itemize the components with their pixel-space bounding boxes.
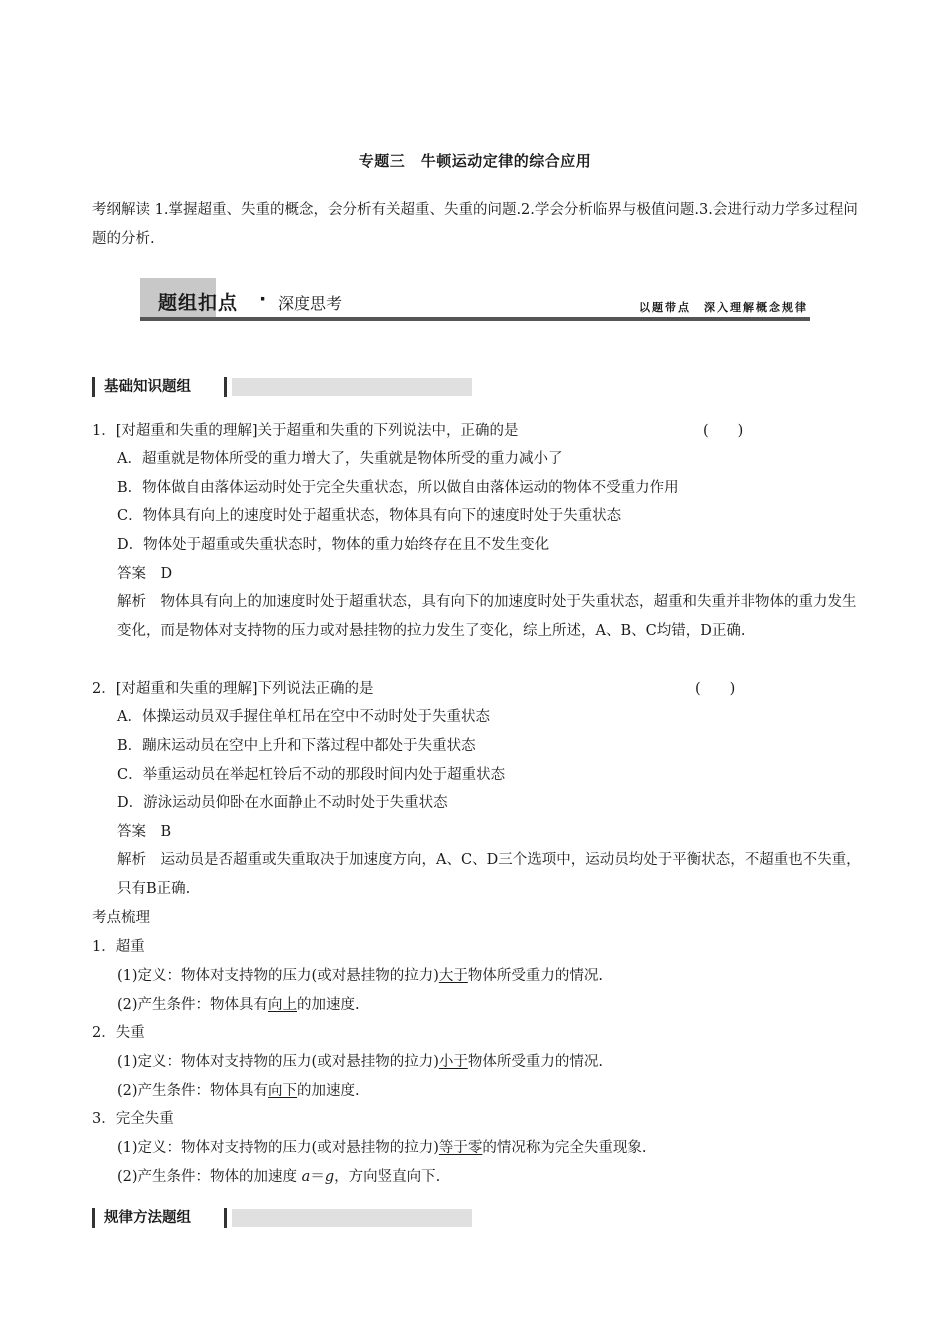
point1-cond-pre: (2)产生条件：物体具有 (117, 997, 269, 1013)
banner-main-label: 题组扣点 (158, 292, 239, 314)
point3-title: 3．完全失重 (92, 1111, 174, 1127)
page-title: 专题三 牛顿运动定律的综合应用 (358, 152, 592, 170)
point3-definition (117, 1138, 646, 1158)
section-label: 基础知识题组 (104, 379, 191, 395)
point3-cond-g: g (324, 1169, 335, 1185)
point1-condition (117, 995, 360, 1015)
section-bar-left (92, 1208, 95, 1228)
q2-stem: 2．[对超重和失重的理解]下列说法正确的是 (92, 681, 374, 697)
q1-analysis: 解析 物体具有向上的加速度时处于超重状态，具有向下的加速度时处于失重状态，超重和失重并非物体的重力发生变化，而是物体对支持物的压力或对悬挂物的拉力发生了变化，综上所述，A、B、C均错，D正确. (117, 594, 857, 639)
q1-option-b: B．物体做自由落体运动时处于完全失重状态，所以做自由落体运动的物体不受重力作用 (117, 480, 679, 496)
q2-option-a: A．体操运动员双手握住单杠吊在空中不动时处于失重状态 (117, 709, 490, 725)
q1-answer: 答案 D (117, 566, 173, 582)
q2-option-b: B．蹦床运动员在空中上升和下落过程中都处于失重状态 (117, 738, 476, 754)
point2-def-pre: (1)定义：物体对支持物的压力(或对悬挂物的拉力) (117, 1054, 439, 1070)
q2-analysis: 解析 运动员是否超重或失重取决于加速度方向，A、C、D三个选项中，运动员均处于平衡状态，不超重也不失重，只有B正确. (117, 852, 861, 897)
q2-answer-paren: ( ) (695, 681, 736, 697)
section-label: 规律方法题组 (104, 1210, 191, 1226)
q2-answer: 答案 B (117, 824, 172, 840)
point3-cond-a: a (301, 1169, 311, 1185)
banner-rule (140, 317, 810, 321)
q1-stem: 1．[对超重和失重的理解]关于超重和失重的下列说法中，正确的是 (92, 423, 519, 439)
point1-def-pre: (1)定义：物体对支持物的压力(或对悬挂物的拉力) (117, 968, 439, 984)
point3-cond-post: ，方向竖直向下. (334, 1169, 441, 1185)
section-bar-left (92, 377, 95, 397)
point1-cond-key: 向上 (268, 997, 298, 1013)
point3-def-pre: (1)定义：物体对支持物的压力(或对悬挂物的拉力) (117, 1140, 439, 1156)
point2-def-post: 物体所受重力的情况. (467, 1054, 603, 1070)
section-bar-right (224, 377, 227, 397)
point3-def-key: 等于零 (438, 1140, 483, 1156)
q1-option-a: A．超重就是物体所受的重力增大了，失重就是物体所受的重力减小了 (117, 451, 563, 467)
point2-cond-key: 向下 (268, 1083, 298, 1099)
banner-sub-label: 深度思考 (278, 294, 343, 313)
section-fill (232, 1209, 472, 1227)
point3-def-post: 的情况称为完全失重现象. (482, 1140, 647, 1156)
q2-option-d: D．游泳运动员仰卧在水面静止不动时处于失重状态 (117, 795, 448, 811)
point2-definition (117, 1052, 603, 1072)
point3-cond-pre: (2)产生条件：物体的加速度 (117, 1169, 302, 1185)
q2-option-c: C．举重运动员在举起杠铃后不动的那段时间内处于超重状态 (117, 767, 506, 783)
point2-cond-pre: (2)产生条件：物体具有 (117, 1083, 269, 1099)
q1-answer-paren: ( ) (703, 423, 744, 439)
point2-cond-post: 的加速度. (297, 1083, 360, 1099)
point3-cond-eq: ＝ (310, 1169, 325, 1185)
section-heading-method (92, 1208, 472, 1228)
exam-outline: 考纲解读 1.掌握超重、失重的概念，会分析有关超重、失重的问题.2.学会分析临界与极值问题.3.会进行动力学多过程问题的分析. (92, 202, 858, 247)
q1-option-c: C．物体具有向上的速度时处于超重状态，物体具有向下的速度时处于失重状态 (117, 508, 622, 524)
q1-option-d: D．物体处于超重或失重状态时，物体的重力始终存在且不发生变化 (117, 537, 550, 553)
point3-condition (117, 1167, 440, 1187)
section-fill (232, 378, 472, 396)
banner-right-label: 以题带点 深入理解概念规律 (639, 301, 808, 314)
point2-title: 2．失重 (92, 1025, 145, 1041)
point1-definition (117, 966, 603, 986)
section-banner (140, 278, 810, 324)
point1-title: 1．超重 (92, 939, 145, 955)
point1-def-post: 物体所受重力的情况. (467, 968, 603, 984)
banner-dot: · (259, 288, 267, 310)
point2-condition (117, 1081, 360, 1101)
point2-def-key: 小于 (438, 1054, 468, 1070)
section-heading-basic (92, 377, 472, 397)
points-heading: 考点梳理 (92, 910, 150, 926)
section-bar-right (224, 1208, 227, 1228)
point1-def-key: 大于 (438, 968, 468, 984)
point1-cond-post: 的加速度. (297, 997, 360, 1013)
